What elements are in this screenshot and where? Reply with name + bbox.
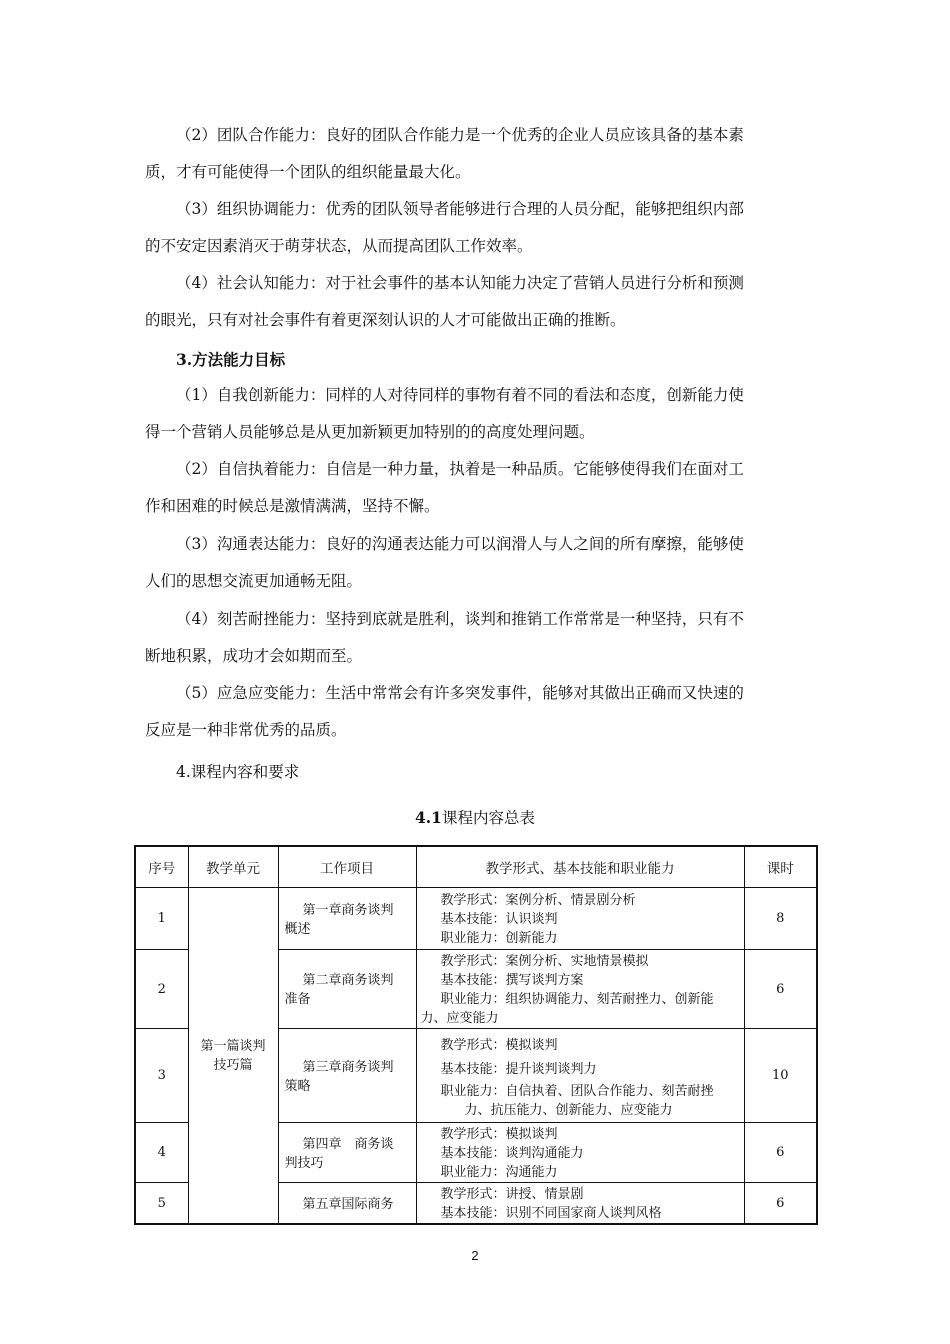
- para-line: 的不安定因素消灭于萌芽状态，从而提高团队工作效率。: [145, 237, 533, 255]
- para-adaptability: [145, 675, 805, 749]
- row-hours: 6: [744, 1183, 817, 1225]
- desc-line: 基本技能：认识谈判: [440, 912, 558, 927]
- desc-line: 教学形式：模拟谈判: [440, 1127, 558, 1142]
- desc-line: 职业能力：自信执着、团队合作能力、刻苦耐挫: [440, 1083, 714, 1099]
- para-line: 质，才有可能使得一个团队的组织能量最大化。: [145, 163, 471, 181]
- header-unit: 教学单元: [188, 846, 278, 888]
- desc-line: 力、应变能力: [420, 1011, 499, 1026]
- para-line: 断地积累，成功才会如期而至。: [145, 647, 363, 665]
- para-line: 的眼光，只有对社会事件有着更深刻认识的人才可能做出正确的推断。: [145, 311, 626, 329]
- work-line: 判技巧: [284, 1155, 324, 1171]
- para-line: （2）团队合作能力：良好的团队合作能力是一个优秀的企业人员应该具备的基本素: [176, 126, 744, 144]
- row-no: 4: [135, 1123, 188, 1183]
- heading-method-ability: 3.方法能力目标: [176, 350, 286, 369]
- para-teamwork: [145, 117, 805, 191]
- work-line: 第三章商务谈判: [302, 1059, 394, 1075]
- para-confidence: [145, 451, 805, 525]
- para-coordination: [145, 191, 805, 265]
- description: [416, 1183, 744, 1225]
- para-line: （3）组织协调能力：优秀的团队领导者能够进行合理的人员分配，能够把组织内部: [176, 200, 744, 218]
- description: [416, 950, 744, 1029]
- desc-line: 基本技能：谈判沟通能力: [440, 1146, 584, 1161]
- work-item: [278, 888, 416, 950]
- desc-line: 教学形式：案例分析、情景剧分析: [440, 893, 636, 908]
- header-no: 序号: [135, 846, 188, 888]
- para-line: （4）刻苦耐挫能力：坚持到底就是胜利，谈判和推销工作常常是一种坚持，只有不: [176, 610, 744, 628]
- desc-line: 教学形式：案例分析、实地情景模拟: [440, 954, 649, 969]
- course-content-table: [134, 845, 818, 1225]
- table-row: [135, 888, 817, 950]
- para-line: 反应是一种非常优秀的品质。: [145, 721, 347, 739]
- caption-number: 4.1: [415, 808, 442, 827]
- desc-line: 教学形式：模拟谈判: [440, 1037, 558, 1053]
- desc-line: 基本技能：撰写谈判方案: [440, 973, 584, 988]
- row-hours: 10: [744, 1029, 817, 1123]
- work-item: [278, 1029, 416, 1123]
- work-line: 概述: [284, 921, 311, 937]
- description: [416, 888, 744, 950]
- row-hours: 6: [744, 1123, 817, 1183]
- work-line: 准备: [284, 992, 311, 1007]
- row-no: 5: [135, 1183, 188, 1225]
- para-line: （4）社会认知能力：对于社会事件的基本认知能力决定了营销人员进行分析和预测: [176, 274, 744, 292]
- work-line: 第二章商务谈判: [302, 973, 394, 988]
- para-line: （3）沟通表达能力：良好的沟通表达能力可以润滑人与人之间的所有摩擦，能够使: [176, 535, 744, 553]
- desc-line: 基本技能：提升谈判谈判力: [440, 1061, 597, 1077]
- desc-line: 职业能力：组织协调能力、刻苦耐挫力、创新能: [440, 992, 714, 1007]
- desc-line: 教学形式：讲授、情景剧: [440, 1187, 584, 1202]
- row-no: 1: [135, 888, 188, 950]
- desc-line: 力、抗压能力、创新能力、应变能力: [464, 1102, 673, 1118]
- work-item: [278, 1183, 416, 1225]
- description: [416, 1123, 744, 1183]
- heading-course-content: 4.课程内容和要求: [176, 763, 300, 781]
- work-item: [278, 1123, 416, 1183]
- para-line: （1）自我创新能力：同样的人对待同样的事物有着不同的看法和态度，创新能力使: [176, 386, 744, 404]
- para-social-cognition: [145, 265, 805, 339]
- work-line: 第一章商务谈判: [302, 902, 394, 918]
- header-work: 工作项目: [278, 846, 416, 888]
- row-no: 2: [135, 950, 188, 1029]
- caption-text: 课程内容总表: [441, 809, 535, 827]
- header-desc: 教学形式、基本技能和职业能力: [416, 846, 744, 888]
- para-communication: [145, 526, 805, 600]
- para-line: 人们的思想交流更加通畅无阻。: [145, 572, 363, 590]
- description: [416, 1029, 744, 1123]
- table-caption: [0, 806, 950, 828]
- para-line: （2）自信执着能力：自信是一种力量，执着是一种品质。它能够使得我们在面对工: [176, 460, 744, 478]
- desc-line: 职业能力：创新能力: [440, 931, 558, 946]
- work-line: 第四章 商务谈: [302, 1136, 394, 1152]
- desc-line: 基本技能：识别不同国家商人谈判风格: [440, 1206, 662, 1221]
- row-hours: 6: [744, 950, 817, 1029]
- header-hours: 课时: [744, 846, 817, 888]
- page-number: 2: [471, 1248, 479, 1263]
- teaching-unit: 第一篇谈判技巧篇: [188, 888, 278, 1225]
- work-item: [278, 950, 416, 1029]
- row-no: 3: [135, 1029, 188, 1123]
- desc-line: 职业能力：沟通能力: [440, 1165, 558, 1180]
- row-hours: 8: [744, 888, 817, 950]
- para-line: （5）应急应变能力：生活中常常会有许多突发事件，能够对其做出正确而又快速的: [176, 684, 744, 702]
- work-line: 第五章国际商务: [302, 1196, 394, 1212]
- para-perseverance: [145, 601, 805, 675]
- table-header-row: [135, 846, 817, 888]
- para-line: 得一个营销人员能够总是从更加新颖更加特别的的高度处理问题。: [145, 423, 595, 441]
- para-line: 作和困难的时候总是激情满满，坚持不懈。: [145, 497, 440, 515]
- work-line: 策略: [284, 1078, 311, 1094]
- para-innovation: [145, 377, 805, 451]
